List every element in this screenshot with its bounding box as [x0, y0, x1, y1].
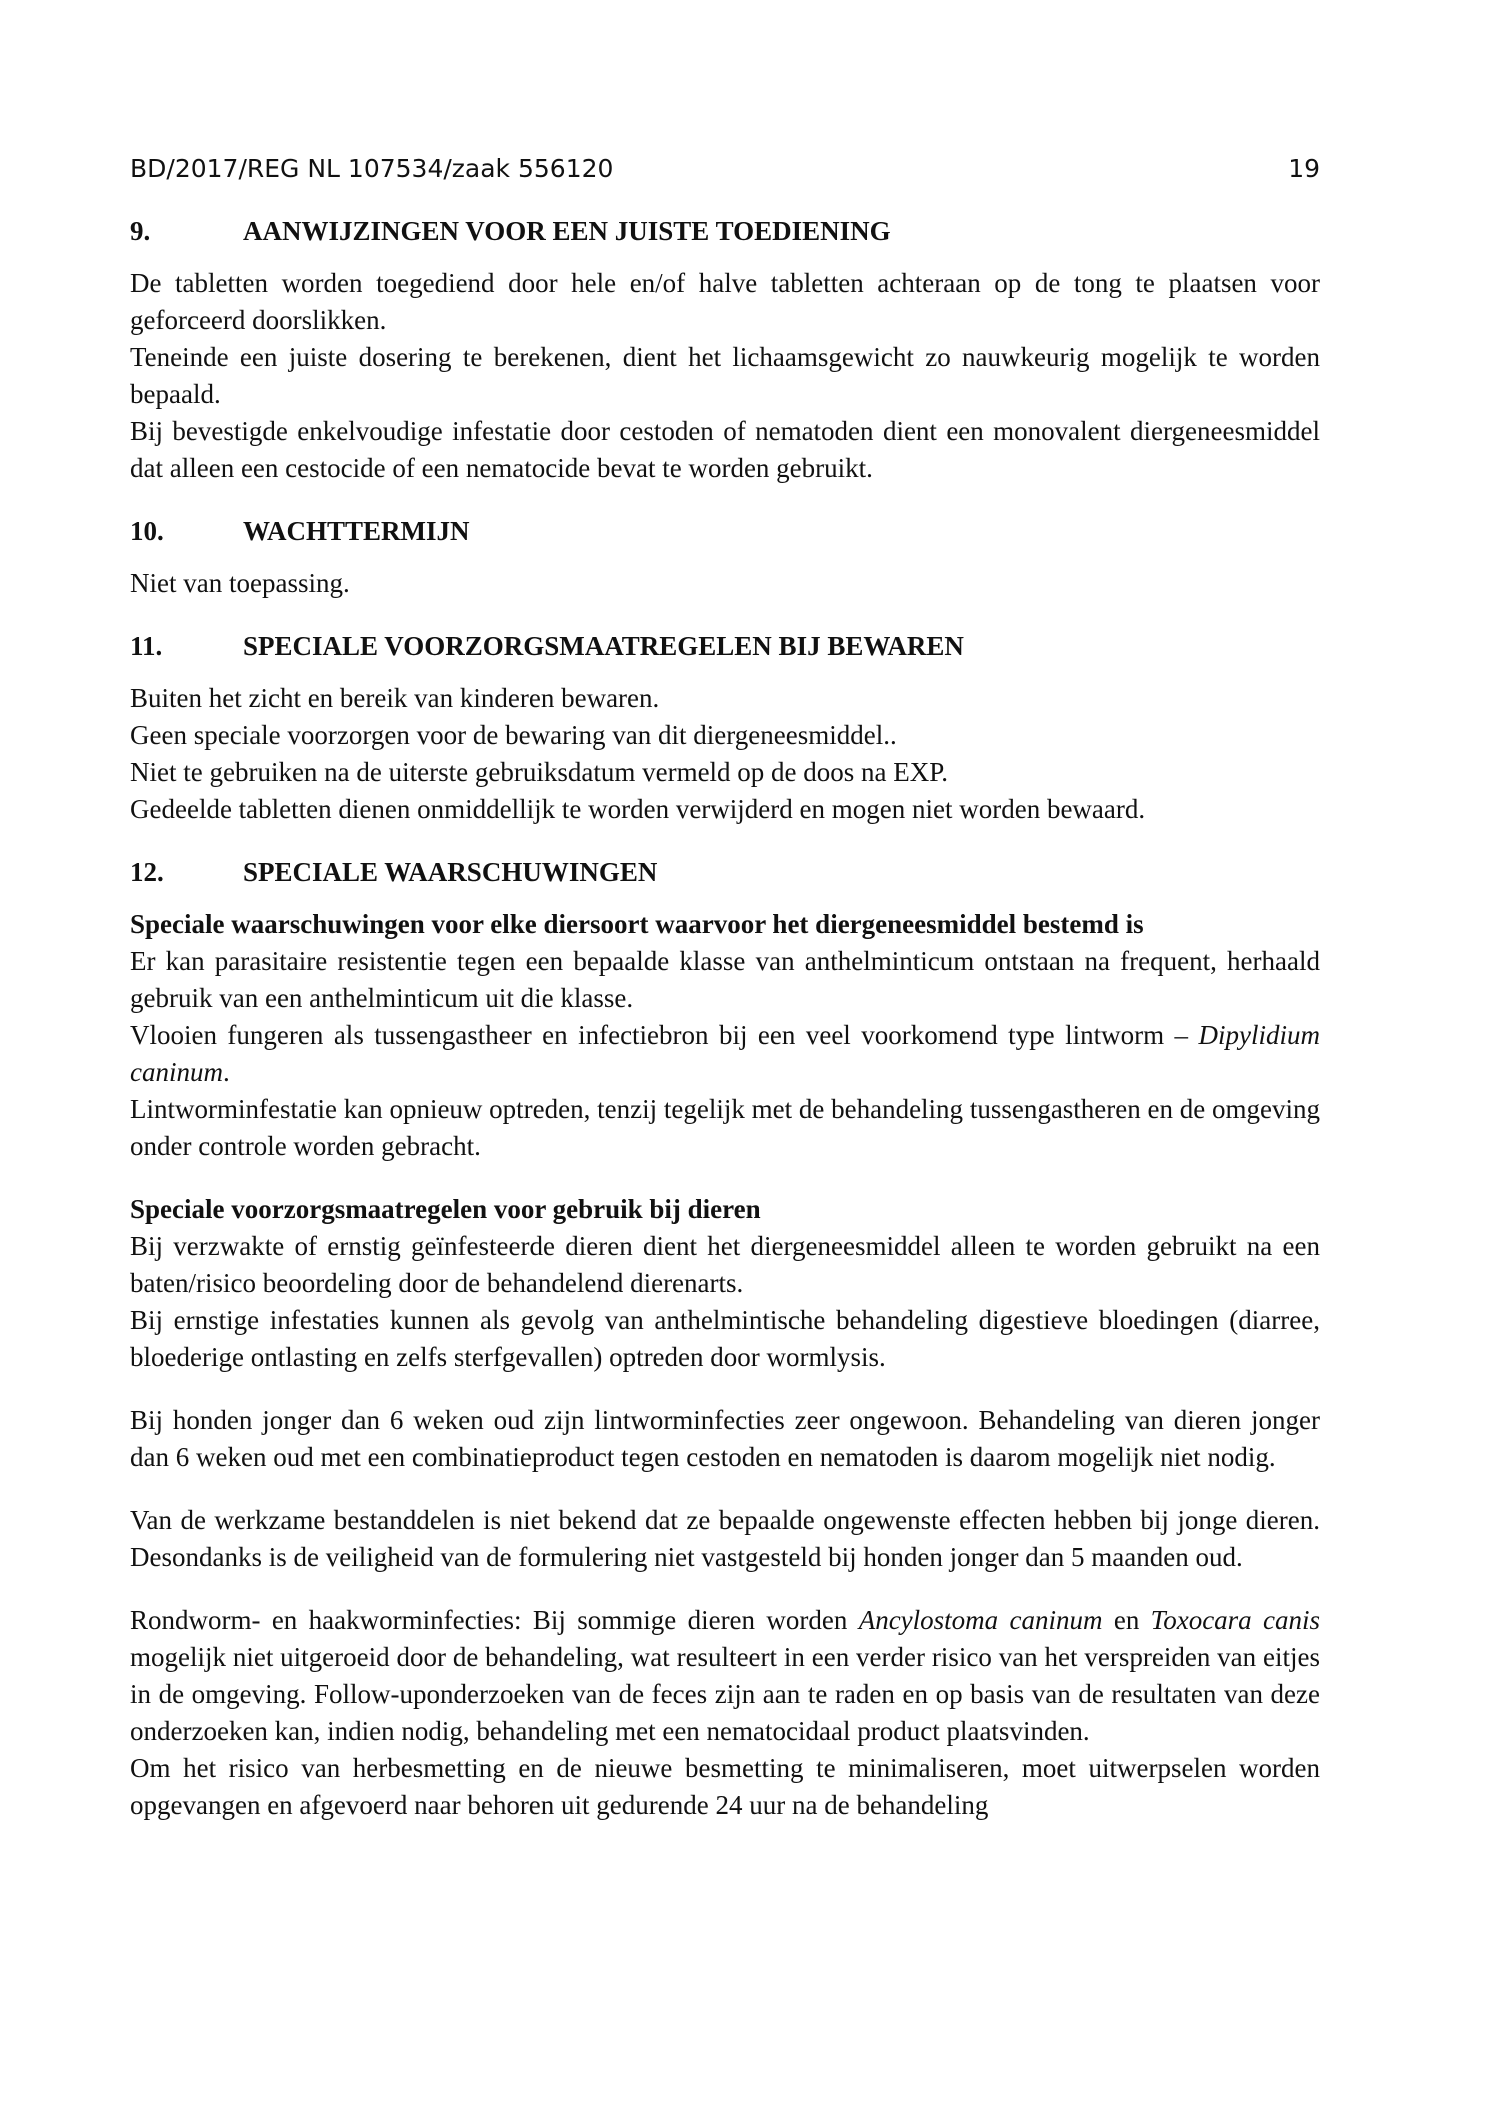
paragraph: Bij verzwakte of ernstig geïnfesteerde dieren dient het diergeneesmiddel alleen te worden gebruikt na een baten/risico beoordeling door de behandelend dierenarts.	[130, 1231, 1320, 1298]
paragraph: Er kan parasitaire resistentie tegen een bepaalde klasse van anthelminticum ontstaan na frequent, herhaald gebruik van een anthelminticum uit die klasse.	[130, 946, 1320, 1013]
subsection-heading: Speciale waarschuwingen voor elke diersoort waarvoor het diergeneesmiddel bestemd is	[130, 909, 1144, 939]
paragraph: Geen speciale voorzorgen voor de bewaring van dit diergeneesmiddel..	[130, 720, 897, 750]
paragraph: Bij bevestigde enkelvoudige infestatie door cestoden of nematoden dient een monovalent diergeneesmiddel dat alleen een cestocide of een nematocide bevat te worden gebruikt.	[130, 416, 1320, 483]
section-9-number: 9.	[130, 216, 151, 246]
page-number: 19	[1288, 154, 1320, 183]
paragraph: Vlooien fungeren als tussengastheer en infectiebron bij een veel voorkomend type lintworm – Dipylidium caninum.	[130, 1020, 1320, 1087]
page-header	[130, 150, 1320, 187]
document-reference: BD/2017/REG NL 107534/zaak 556120	[130, 154, 614, 183]
paragraph: Gedeelde tabletten dienen onmiddellijk te worden verwijderd en mogen niet worden bewaard.	[130, 794, 1146, 824]
section-10-number: 10.	[130, 516, 164, 546]
warning-group-animal-use	[130, 1191, 1320, 1376]
warning-group-roundworm	[130, 1602, 1320, 1824]
warning-group-active-substances	[130, 1502, 1320, 1576]
section-11-number: 11.	[130, 631, 163, 661]
paragraph: De tabletten worden toegediend door hele en/of halve tabletten achteraan op de tong te plaatsen voor geforceerd doorslikken.	[130, 268, 1320, 335]
section-12-heading	[130, 854, 1320, 891]
subsection-heading: Speciale voorzorgsmaatregelen voor gebruik bij dieren	[130, 1194, 761, 1224]
section-10	[130, 513, 1320, 602]
section-11-title: SPECIALE VOORZORGSMAATREGELEN BIJ BEWAREN	[243, 631, 964, 661]
section-11	[130, 628, 1320, 828]
section-12	[130, 854, 1320, 1824]
paragraph: Bij honden jonger dan 6 weken oud zijn lintworminfecties zeer ongewoon. Behandeling van dieren jonger dan 6 weken oud met een combinatieproduct tegen cestoden en nematoden is daarom mogelijk niet nodig.	[130, 1405, 1320, 1472]
warning-group-species	[130, 906, 1320, 1165]
paragraph: Teneinde een juiste dosering te berekenen, dient het lichaamsgewicht zo nauwkeurig mogelijk te worden bepaald.	[130, 342, 1320, 409]
paragraph: Rondworm- en haakworminfecties: Bij sommige dieren worden Ancylostoma caninum en Toxocara canis mogelijk niet uitgeroeid door de behandeling, wat resulteert in een verder risico van het verspreiden van eitjes in de omgeving. Follow-uponderzoeken van de feces zijn aan te raden en op basis van de resultaten van deze onderzoeken kan, indien nodig, behandeling met een nematocidaal product plaatsvinden.	[130, 1605, 1321, 1746]
paragraph: Van de werkzame bestanddelen is niet bekend dat ze bepaalde ongewenste effecten hebben bij jonge dieren. Desondanks is de veiligheid van de formulering niet vastgesteld bij honden jonger dan 5 maanden oud.	[130, 1505, 1320, 1572]
section-9	[130, 213, 1320, 487]
paragraph: Om het risico van herbesmetting en de nieuwe besmetting te minimaliseren, moet uitwerpselen worden opgevangen en afgevoerd naar behoren uit gedurende 24 uur na de behandeling	[130, 1753, 1320, 1820]
section-10-title: WACHTTERMIJN	[243, 516, 470, 546]
paragraph: Bij ernstige infestaties kunnen als gevolg van anthelmintische behandeling digestieve bloedingen (diarree, bloederige ontlasting en zelfs sterfgevallen) optreden door wormlysis.	[130, 1305, 1320, 1372]
section-12-number: 12.	[130, 857, 164, 887]
paragraph: Niet van toepassing.	[130, 568, 350, 598]
paragraph: Buiten het zicht en bereik van kinderen bewaren.	[130, 683, 660, 713]
section-11-heading	[130, 628, 1320, 665]
warning-group-young-dogs	[130, 1402, 1320, 1476]
section-12-title: SPECIALE WAARSCHUWINGEN	[243, 857, 658, 887]
section-9-heading	[130, 213, 1320, 250]
paragraph: Lintworminfestatie kan opnieuw optreden, tenzij tegelijk met de behandeling tussengastheren en de omgeving onder controle worden gebracht.	[130, 1094, 1320, 1161]
paragraph: Niet te gebruiken na de uiterste gebruiksdatum vermeld op de doos na EXP.	[130, 757, 949, 787]
section-9-title: AANWIJZINGEN VOOR EEN JUISTE TOEDIENING	[243, 216, 891, 246]
section-10-heading	[130, 513, 1320, 550]
